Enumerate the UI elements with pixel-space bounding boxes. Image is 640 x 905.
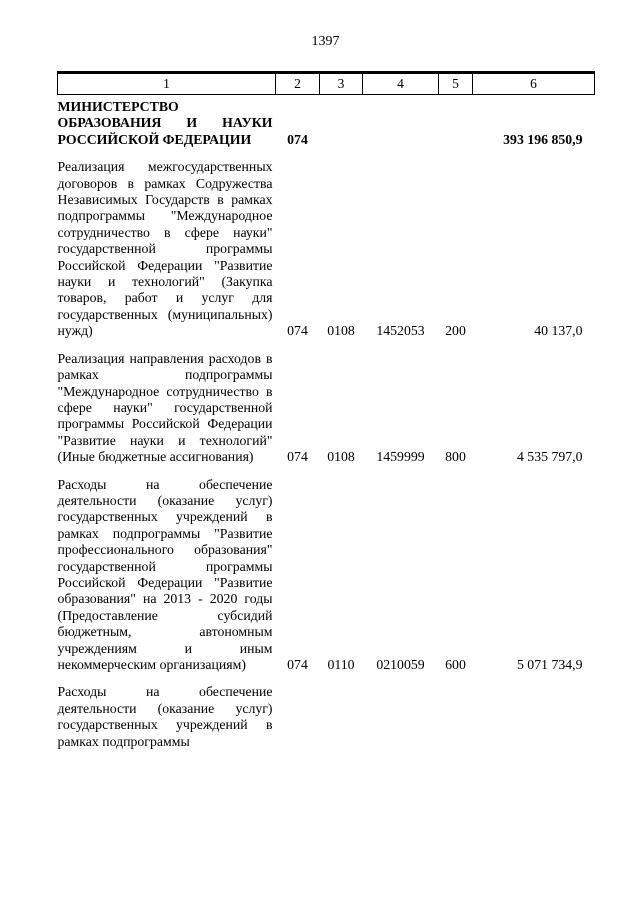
cell-amount: 5 071 734,9 [516, 657, 583, 672]
column-header-5: 5 [439, 73, 473, 95]
cell-amount [473, 684, 595, 761]
cell-amount: 393 196 850,9 [503, 131, 583, 147]
cell-expense-type-code: 800 [445, 449, 466, 465]
budget-table [57, 71, 595, 761]
column-header-4: 4 [363, 73, 439, 95]
cell-section-code: 0108 [327, 323, 355, 339]
table-row [58, 95, 595, 160]
cell-target-article-code [363, 684, 439, 761]
column-header-1: 1 [58, 73, 276, 95]
cell-description: Реализация направления расходов в рамках подпрограммы "Международное сотрудничество в сфере науки" государственной программы Российской Федерации "Развитие науки и технологий" (Иные бюджетные ассигнования) [57, 350, 273, 465]
page-number: 1397 [311, 34, 340, 49]
cell-chapter-code: 074 [287, 657, 308, 672]
cell-target-article-code: 0210059 [376, 657, 425, 672]
cell-description: Реализация межгосударственных договоров в рамках Содружества Независимых Государств в рамках подпрограммы "Международное сотрудничество в сфере науки" государственной программы Российской Федерации "Развитие науки и технологий" (Закупка товаров, работ и услуг для государственных (муниципальных) нужд) [57, 159, 273, 339]
cell-section-code: 0110 [327, 657, 355, 672]
column-header-2: 2 [276, 73, 320, 95]
cell-chapter-code: 074 [287, 449, 308, 465]
cell-target-article-code: 1452053 [376, 323, 425, 339]
cell-chapter-code: 074 [287, 131, 308, 147]
cell-section-code: 0108 [327, 449, 355, 465]
cell-target-article-code: 1459999 [376, 449, 425, 465]
cell-amount: 40 137,0 [534, 323, 583, 339]
table-row [58, 159, 595, 350]
cell-amount: 4 535 797,0 [516, 449, 583, 465]
cell-chapter-code [276, 684, 320, 761]
cell-description: Расходы на обеспечение деятельности (оказание услуг) государственных учреждений в рамках подпрограммы [57, 684, 273, 749]
cell-expense-type-code [439, 95, 473, 160]
table-body [58, 95, 595, 762]
cell-expense-type-code [439, 684, 473, 761]
cell-chapter-code: 074 [287, 323, 308, 339]
cell-description: МИНИСТЕРСТВО ОБРАЗОВАНИЯ И НАУКИ РОССИЙСКОЙ ФЕДЕРАЦИИ [57, 99, 273, 147]
table-row [58, 477, 595, 685]
column-header-3: 3 [320, 73, 363, 95]
cell-section-code [320, 684, 363, 761]
table-header-row [58, 73, 595, 95]
table-row [58, 351, 595, 477]
column-header-6: 6 [473, 73, 595, 95]
cell-expense-type-code: 600 [445, 657, 466, 672]
cell-description: Расходы на обеспечение деятельности (оказание услуг) государственных учреждений в рамках подпрограммы "Развитие профессионального образования" государственной программы Российской Федерации "Развитие образования" на 2013 - 2020 годы (Предоставление субсидий бюджетным, автономным учреждениям и иным некоммерческим организациям) [57, 476, 273, 672]
cell-target-article-code [363, 95, 439, 160]
cell-expense-type-code: 200 [445, 323, 466, 339]
table-row [58, 684, 595, 761]
cell-section-code [320, 95, 363, 160]
